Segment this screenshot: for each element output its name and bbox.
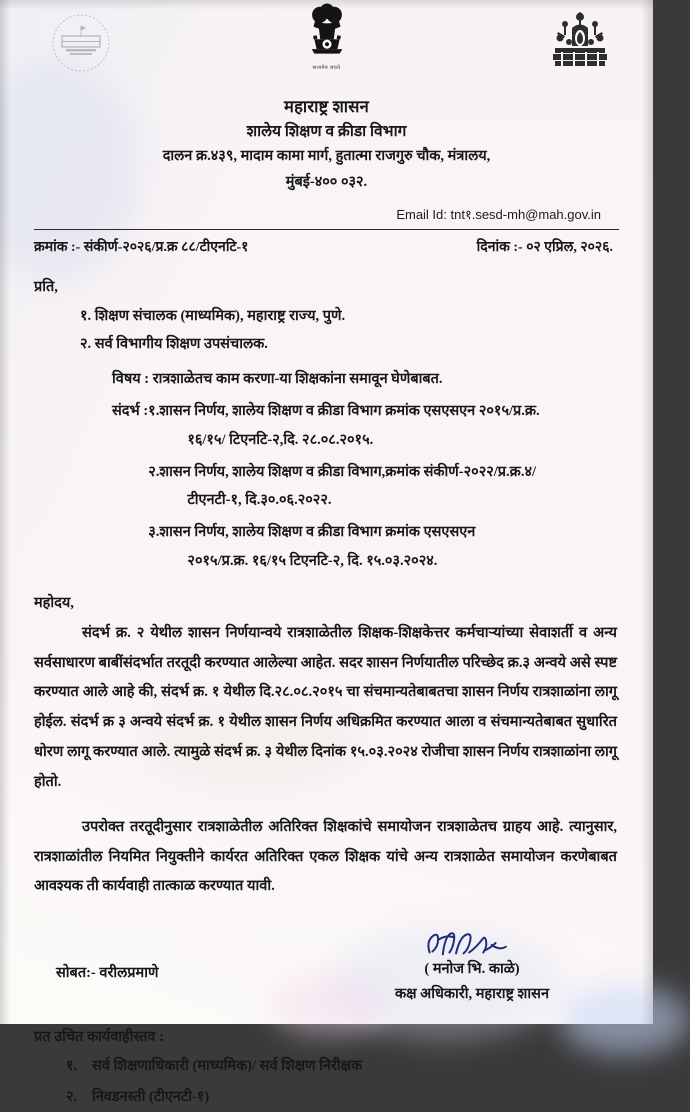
- list-item: २. सर्व विभागीय शिक्षण उपसंचालक.: [80, 336, 268, 353]
- email-id: Email Id: tnt१.sesd-mh@mah.gov.in: [396, 206, 601, 222]
- list-item: [112, 518, 619, 575]
- body-paragraph-2: उपरोक्त तरतूदीनुसार रात्रशाळेतील अतिरिक्त शिक्षकांचे समायोजन रात्रशाळेतच ग्राहय आहे. त्यानुसार, रात्रशाळांतील नियमित नियुक्तीने कार्यरत अतिरिक्त एकल शिक्षक यांचे अन्य रात्रशाळेत समायोजन करणेबाबत आवश्यक ती कार्यवाही तात्काळ करण्यात यावी.: [34, 818, 617, 895]
- list-item: [112, 397, 619, 454]
- reference-text-line1: शासन निर्णय, शालेय शिक्षण व क्रीडा विभाग क्रमांक एसएसएन २०१५/प्र.क्र.: [159, 403, 540, 420]
- reference-number: २.: [148, 463, 160, 480]
- letter-number: क्रमांक :- संकीर्ण-२०२६/प्र.क्र ८८/टीएनटि-१: [34, 239, 249, 255]
- reference-text: [159, 397, 619, 454]
- office-city: मुंबई-४०० ०३२.: [285, 174, 368, 191]
- list-item: [34, 1082, 619, 1112]
- maharashtra-state-emblem-icon: [549, 8, 611, 72]
- copy-item-number: २.: [66, 1088, 78, 1105]
- ashoka-lion-capital-icon: [299, 2, 355, 62]
- reference-text: [159, 458, 619, 515]
- addressee-heading: प्रति,: [34, 278, 58, 295]
- reference-date-row: [34, 237, 619, 256]
- emblem-motto: सत्यमेव जयते: [312, 66, 341, 71]
- reference-text-line1: शासन निर्णय, शालेय शिक्षण व क्रीडा विभाग क्रमांक एसएसएन: [159, 524, 476, 541]
- ashoka-emblem-block: [296, 2, 358, 71]
- signatory-block: [347, 928, 597, 1008]
- reference-number: ३.: [148, 524, 160, 541]
- enclosure-note: सोबत:- वरीलप्रमाणे: [56, 965, 159, 982]
- reference-text-line2: २०१५/प्र.क्र. १६/१५ टिएनटि-२, दि. १५.०३.२०२४.: [187, 552, 438, 569]
- reference-label-spacer: [112, 518, 148, 575]
- school-education-seal-icon: [50, 12, 112, 74]
- list-item: [34, 1051, 619, 1081]
- reference-number: १.: [148, 403, 160, 420]
- organization-title: महाराष्ट्र शासन: [284, 97, 369, 116]
- addressee-list: [34, 302, 619, 359]
- handwritten-signature-icon: [347, 928, 597, 958]
- reference-list: [34, 397, 619, 575]
- signatory-designation: कक्ष अधिकारी, महाराष्ट्र शासन: [395, 986, 549, 1003]
- office-address: दालन क्र.४३९, मादाम कामा मार्ग, हुतात्मा राजगुरु चौक, मंत्रालय,: [162, 148, 491, 165]
- reference-text-line2: टीएनटी-१, दि.३०.०६.२०२२.: [187, 492, 332, 509]
- subject-label: विषय :: [112, 371, 150, 388]
- signatory-name: ( मनोज भि. काळे): [424, 961, 520, 978]
- subject-line: [34, 368, 619, 388]
- list-item: १. शिक्षण संचालक (माध्यमिक), महाराष्ट्र राज्य, पुणे.: [80, 307, 346, 324]
- reference-text-line2: १६/१५/ टिएनटि-२,दि. २८.०८.२०१५.: [187, 432, 374, 449]
- subject-text: रात्रशाळेतच काम करणा-या शिक्षकांना समावून घेणेबाबत.: [152, 371, 443, 388]
- copy-item-number: १.: [66, 1058, 78, 1075]
- reference-text: [159, 518, 619, 575]
- reference-label: संदर्भ :: [112, 403, 149, 420]
- department-name: शालेय शिक्षण व क्रीडा विभाग: [246, 122, 407, 140]
- copy-to-list: [34, 1051, 619, 1112]
- reference-label-spacer: [112, 458, 148, 515]
- body-salutation: महोदय,: [34, 594, 74, 611]
- body-paragraph-1: संदर्भ क्र. २ येथील शासन निर्णयान्वये रात्रशाळेतील शिक्षक-शिक्षकेत्तर कर्मचाऱ्यांच्या सेवाशर्ती व अन्य सर्वसाधारण बाबींसंदर्भात तरतूदी करण्यात आलेल्या आहेत. सदर शासन निर्णयातील परिच्छेद क्र.३ अन्वये असे स्पष्ट करण्यात आले आहे की, संदर्भ क्र. १ येथील दि.२८.०८.२०१५ चा संचमान्यतेबाबतचा शासन निर्णय रात्रशाळांना लागू होईल. संदर्भ क्र ३ अन्वये संदर्भ क्र. १ येथील शासन निर्णय अधिक्रमित करण्यात आला व संचमान्यतेबाबत सुधारित धोरण लागू करण्यात आले. त्यामुळे संदर्भ क्र. ३ येथील दिनांक १५.०३.२०२४ रोजीचा शासन निर्णय रात्रशाळांना लागू होतो.: [34, 624, 617, 791]
- signature-block: [34, 928, 619, 1008]
- reference-text-line1: शासन निर्णय, शालेय शिक्षण व क्रीडा विभाग,क्रमांक संकीर्ण-२०२२/प्र.क्र.४/: [159, 463, 537, 480]
- copy-to-heading: प्रत उचित कार्यवाहीस्तव :: [34, 1029, 164, 1046]
- letter-date: दिनांक :- ०२ एप्रिल, २०२६.: [476, 239, 613, 255]
- letterhead-emblems: [34, 0, 619, 92]
- header-divider: [34, 229, 619, 230]
- copy-item-text: सर्व शिक्षणाधिकारी (माध्यमिक)/ सर्व शिक्षण निरीक्षक: [92, 1058, 363, 1075]
- list-item: [112, 458, 619, 515]
- copy-item-text: निवडनस्ती (टीएनटी-१): [92, 1088, 210, 1105]
